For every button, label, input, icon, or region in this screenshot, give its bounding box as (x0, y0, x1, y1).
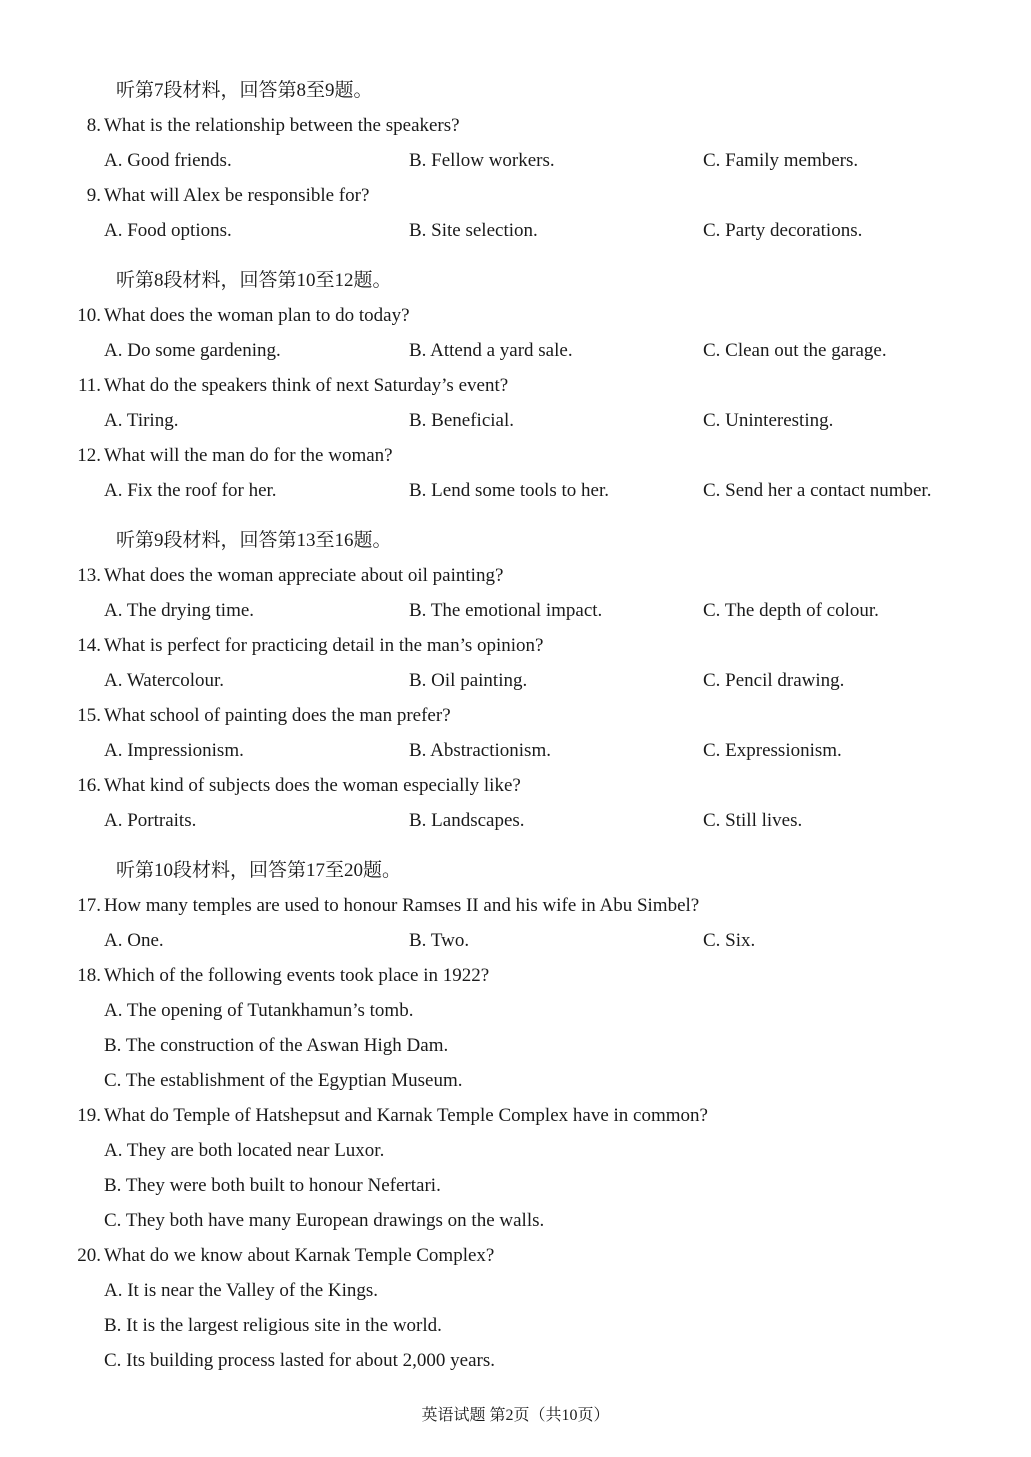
answer-option: C. Party decorations. (703, 220, 863, 241)
options-row (0, 213, 1031, 248)
answer-option: B. Beneficial. (409, 410, 514, 431)
question-line (0, 768, 1031, 803)
question-line (0, 1238, 1031, 1273)
section-heading: 听第9段材料，回答第13至16题。 (116, 530, 392, 551)
question-number: 8. (86, 115, 101, 136)
answer-option: C. Family members. (703, 150, 859, 171)
answer-option: B. The emotional impact. (409, 600, 603, 621)
question-text: What will the man do for the woman? (104, 445, 393, 466)
listening-section (0, 523, 1031, 838)
listening-section (0, 853, 1031, 1378)
option-line (0, 993, 1031, 1028)
question-number: 16. (77, 775, 101, 796)
question-text: What does the woman appreciate about oil painting? (104, 565, 504, 586)
answer-option: C. Expressionism. (703, 740, 842, 761)
answer-option: A. Tiring. (104, 410, 179, 431)
options-row (0, 333, 1031, 368)
options-row (0, 473, 1031, 508)
section-heading: 听第10段材料，回答第17至20题。 (116, 860, 402, 881)
option-line (0, 1168, 1031, 1203)
question-line (0, 298, 1031, 333)
answer-option: B. Abstractionism. (409, 740, 551, 761)
question-line (0, 108, 1031, 143)
question-number: 19. (77, 1105, 101, 1126)
question-line (0, 958, 1031, 993)
answer-option: A. Impressionism. (104, 740, 244, 761)
options-row (0, 923, 1031, 958)
answer-option: A. Portraits. (104, 810, 197, 831)
question-text: What is the relationship between the speakers? (104, 115, 460, 136)
question-text: What do Temple of Hatshepsut and Karnak Temple Complex have in common? (104, 1105, 708, 1126)
answer-option: B. It is the largest religious site in the world. (104, 1315, 442, 1336)
answer-option: A. Fix the roof for her. (104, 480, 277, 501)
answer-option: A. Food options. (104, 220, 232, 241)
option-line (0, 1133, 1031, 1168)
answer-option: B. Lend some tools to her. (409, 480, 610, 501)
question-line (0, 558, 1031, 593)
answer-option: A. The drying time. (104, 600, 255, 621)
options-row (0, 403, 1031, 438)
options-row (0, 143, 1031, 178)
question-text: What do the speakers think of next Saturday’s event? (104, 375, 509, 396)
answer-option: C. Pencil drawing. (703, 670, 845, 691)
section-heading: 听第7段材料，回答第8至9题。 (116, 80, 373, 101)
question-text: What kind of subjects does the woman especially like? (104, 775, 521, 796)
question-text: How many temples are used to honour Ramses II and his wife in Abu Simbel? (104, 895, 700, 916)
option-line (0, 1028, 1031, 1063)
listening-section (0, 263, 1031, 508)
answer-option: B. Attend a yard sale. (409, 340, 573, 361)
question-line (0, 698, 1031, 733)
answer-option: B. Site selection. (409, 220, 538, 241)
page-footer: 英语试题 第2页（共10页） (421, 1407, 610, 1424)
answer-option: C. The establishment of the Egyptian Museum. (104, 1070, 463, 1091)
answer-option: B. Fellow workers. (409, 150, 555, 171)
question-line (0, 628, 1031, 663)
options-row (0, 803, 1031, 838)
question-text: Which of the following events took place in 1922? (104, 965, 490, 986)
answer-option: C. Send her a contact number. (703, 480, 932, 501)
question-number: 15. (77, 705, 101, 726)
answer-option: C. They both have many European drawings on the walls. (104, 1210, 545, 1231)
options-row (0, 663, 1031, 698)
answer-option: A. Do some gardening. (104, 340, 281, 361)
answer-option: B. They were both built to honour Nefertari. (104, 1175, 441, 1196)
question-line (0, 1098, 1031, 1133)
option-line (0, 1308, 1031, 1343)
section-heading: 听第8段材料，回答第10至12题。 (116, 270, 392, 291)
option-line (0, 1273, 1031, 1308)
answer-option: A. The opening of Tutankhamun’s tomb. (104, 1000, 414, 1021)
question-line (0, 438, 1031, 473)
options-row (0, 593, 1031, 628)
question-number: 14. (77, 635, 101, 656)
answer-option: C. The depth of colour. (703, 600, 879, 621)
listening-section (0, 73, 1031, 248)
answer-option: B. Oil painting. (409, 670, 528, 691)
answer-option: B. Two. (409, 930, 470, 951)
question-number: 18. (77, 965, 101, 986)
question-number: 10. (77, 305, 101, 326)
question-line (0, 888, 1031, 923)
question-number: 20. (77, 1245, 101, 1266)
answer-option: A. It is near the Valley of the Kings. (104, 1280, 379, 1301)
question-number: 13. (77, 565, 101, 586)
option-line (0, 1203, 1031, 1238)
question-line (0, 368, 1031, 403)
answer-option: A. Good friends. (104, 150, 232, 171)
answer-option: A. They are both located near Luxor. (104, 1140, 385, 1161)
answer-option: B. Landscapes. (409, 810, 525, 831)
question-number: 17. (77, 895, 101, 916)
answer-option: C. Uninteresting. (703, 410, 834, 431)
exam-content (0, 73, 1031, 1393)
answer-option: B. The construction of the Aswan High Dam. (104, 1035, 449, 1056)
question-number: 12. (77, 445, 101, 466)
question-text: What does the woman plan to do today? (104, 305, 410, 326)
answer-option: C. Six. (703, 930, 756, 951)
question-text: What do we know about Karnak Temple Complex? (104, 1245, 495, 1266)
answer-option: A. One. (104, 930, 164, 951)
question-text: What is perfect for practicing detail in the man’s opinion? (104, 635, 544, 656)
answer-option: C. Clean out the garage. (703, 340, 887, 361)
answer-option: C. Its building process lasted for about 2,000 years. (104, 1350, 496, 1371)
question-line (0, 178, 1031, 213)
option-line (0, 1063, 1031, 1098)
answer-option: C. Still lives. (703, 810, 803, 831)
question-number: 9. (86, 185, 101, 206)
question-number: 11. (77, 375, 101, 396)
question-text: What will Alex be responsible for? (104, 185, 370, 206)
question-text: What school of painting does the man prefer? (104, 705, 451, 726)
answer-option: A. Watercolour. (104, 670, 225, 691)
option-line (0, 1343, 1031, 1378)
options-row (0, 733, 1031, 768)
